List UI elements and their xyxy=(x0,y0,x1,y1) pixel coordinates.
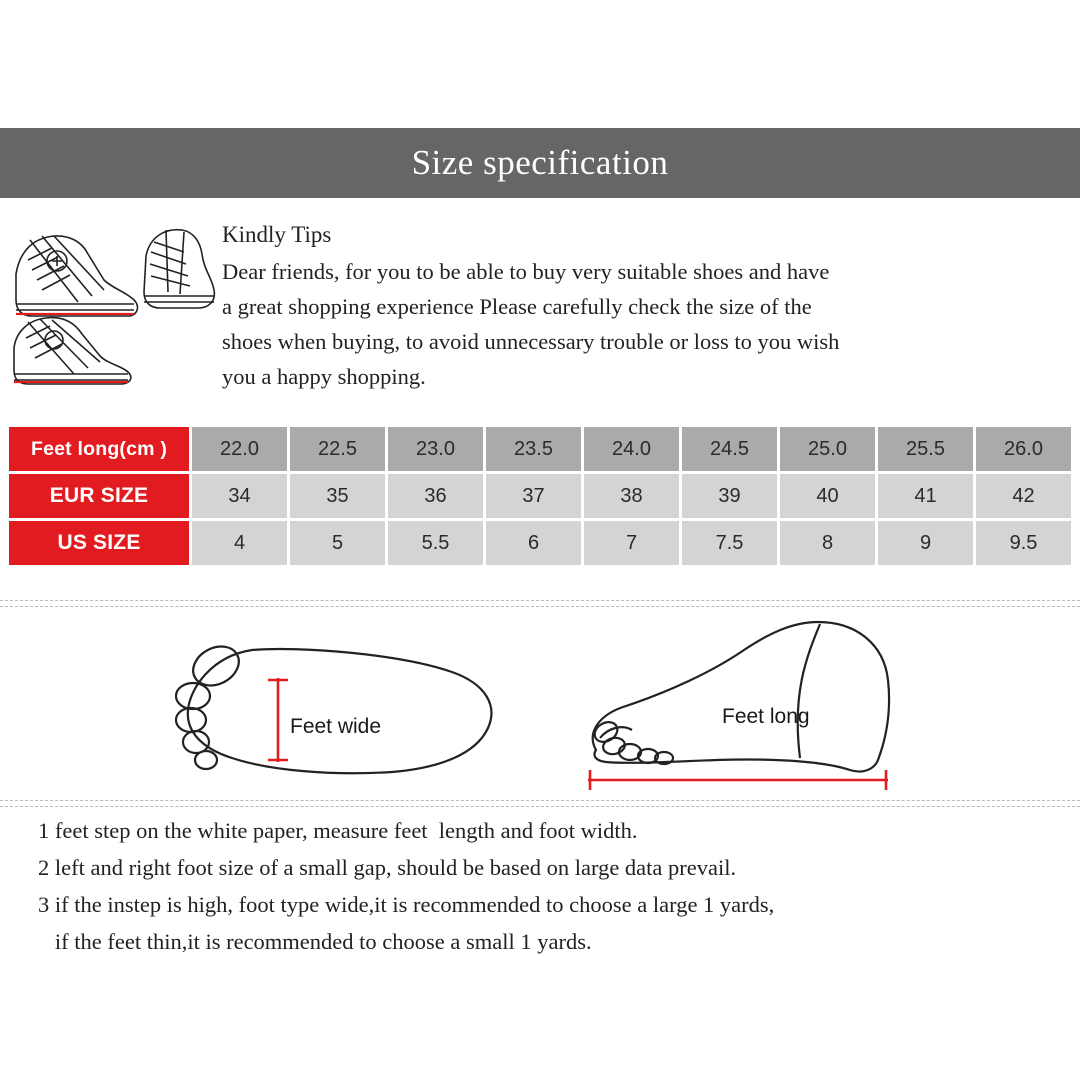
foot-measurement-diagram xyxy=(0,610,1080,798)
divider-top-1 xyxy=(0,600,1080,601)
sneaker-illustration-icon xyxy=(8,216,218,386)
feet-wide-label: Feet wide xyxy=(290,715,382,738)
cell-us-9: 9.5 xyxy=(976,521,1071,565)
tips-text-block xyxy=(222,220,1062,394)
foot-top-view-outline xyxy=(176,639,491,773)
row-label-us-size: US SIZE xyxy=(9,521,189,565)
size-conversion-table xyxy=(6,424,1074,568)
tips-heading: Kindly Tips xyxy=(222,222,332,247)
cell-feet-long-5: 24.0 xyxy=(584,427,679,471)
instruction-line-4: if the feet thin,it is recommended to choose a small 1 yards. xyxy=(38,929,592,954)
cell-eur-2: 35 xyxy=(290,474,385,518)
cell-eur-8: 41 xyxy=(878,474,973,518)
header-banner xyxy=(0,128,1080,198)
divider-bottom-2 xyxy=(0,806,1080,807)
table-row xyxy=(9,427,1071,471)
table-row xyxy=(9,521,1071,565)
cell-feet-long-7: 25.0 xyxy=(780,427,875,471)
measurement-instructions xyxy=(38,812,1058,960)
row-label-eur-size: EUR SIZE xyxy=(9,474,189,518)
instruction-line-2: 2 left and right foot size of a small gap, should be based on large data prevail. xyxy=(38,855,737,880)
instruction-line-1: 1 feet step on the white paper, measure feet length and foot width. xyxy=(38,818,638,843)
feet-wide-arrow xyxy=(268,678,288,762)
cell-feet-long-2: 22.5 xyxy=(290,427,385,471)
feet-diagram-svg xyxy=(0,610,1080,798)
tips-line-3: shoes when buying, to avoid unnecessary trouble or loss to you wish xyxy=(222,329,840,354)
divider-top-2 xyxy=(0,606,1080,607)
cell-feet-long-3: 23.0 xyxy=(388,427,483,471)
cell-us-8: 9 xyxy=(878,521,973,565)
cell-eur-3: 36 xyxy=(388,474,483,518)
tips-line-2: a great shopping experience Please carefully check the size of the xyxy=(222,294,812,319)
cell-us-1: 4 xyxy=(192,521,287,565)
cell-us-5: 7 xyxy=(584,521,679,565)
cell-us-3: 5.5 xyxy=(388,521,483,565)
page-title: Size specification xyxy=(411,143,669,182)
cell-us-6: 7.5 xyxy=(682,521,777,565)
feet-long-label: Feet long xyxy=(722,705,810,728)
cell-feet-long-8: 25.5 xyxy=(878,427,973,471)
cell-feet-long-9: 26.0 xyxy=(976,427,1071,471)
divider-bottom-1 xyxy=(0,800,1080,801)
cell-feet-long-1: 22.0 xyxy=(192,427,287,471)
cell-eur-6: 39 xyxy=(682,474,777,518)
cell-eur-7: 40 xyxy=(780,474,875,518)
cell-eur-5: 38 xyxy=(584,474,679,518)
cell-feet-long-4: 23.5 xyxy=(486,427,581,471)
tips-line-4: you a happy shopping. xyxy=(222,364,426,389)
foot-side-view-outline xyxy=(591,622,889,772)
tips-line-1: Dear friends, for you to be able to buy very suitable shoes and have xyxy=(222,259,830,284)
cell-us-4: 6 xyxy=(486,521,581,565)
instruction-line-3: 3 if the instep is high, foot type wide,it is recommended to choose a large 1 yards, xyxy=(38,892,775,917)
cell-eur-4: 37 xyxy=(486,474,581,518)
cell-feet-long-6: 24.5 xyxy=(682,427,777,471)
cell-us-2: 5 xyxy=(290,521,385,565)
cell-us-7: 8 xyxy=(780,521,875,565)
feet-long-arrow xyxy=(588,770,888,790)
table-row xyxy=(9,474,1071,518)
cell-eur-1: 34 xyxy=(192,474,287,518)
kindly-tips-section xyxy=(0,198,1080,410)
cell-eur-9: 42 xyxy=(976,474,1071,518)
row-label-feet-long: Feet long(cm ) xyxy=(9,427,189,471)
